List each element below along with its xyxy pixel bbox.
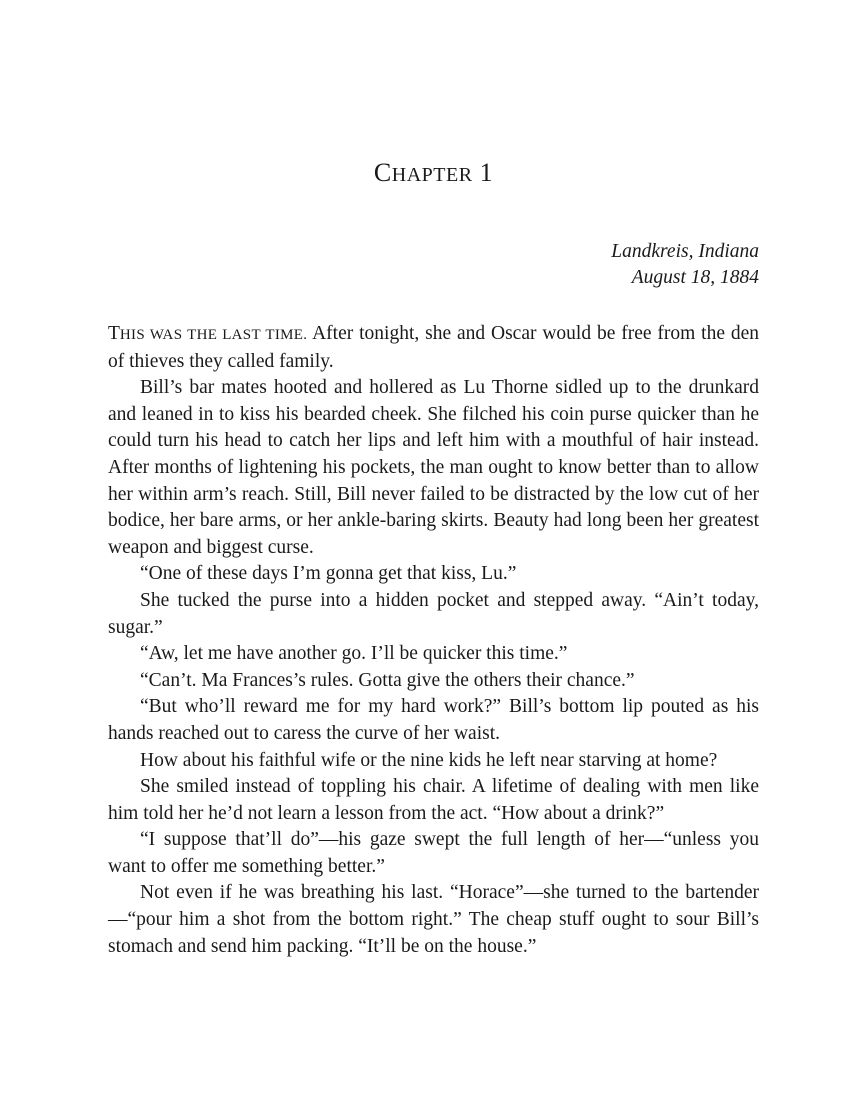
opening-initial: T (108, 323, 120, 344)
opening-smallcaps: HIS WAS THE LAST TIME. (119, 327, 308, 343)
chapter-body (108, 321, 759, 960)
paragraph: Not even if he was breathing his last. “Horace”—she turned to the bartender—“pour him a shot from the bottom right.” The cheap stuff ought to sour Bill’s stomach and send him packing. “It’ll be on the house.” (108, 882, 759, 957)
chapter-word-rest: HAPTER (391, 164, 473, 186)
paragraph: She tucked the purse into a hidden pocket and stepped away. “Ain’t today, sugar.” (108, 589, 759, 638)
paragraph: “But who’ll reward me for my hard work?” Bill’s bottom lip pouted as his hands reached out to caress the curve of her waist. (108, 696, 759, 744)
dateline (611, 239, 759, 291)
paragraph-opening (108, 321, 759, 375)
paragraph: She smiled instead of toppling his chair. A lifetime of dealing with men like him told her he’d not learn a lesson from the act. “How about a drink?” (108, 776, 759, 824)
dateline-place: Landkreis, Indiana (611, 241, 759, 262)
dateline-date: August 18, 1884 (631, 267, 759, 288)
paragraph: “Can’t. Ma Frances’s rules. Gotta give the others their chance.” (140, 669, 635, 691)
chapter-title (108, 158, 759, 188)
chapter-initial: C (373, 158, 392, 187)
paragraph: How about his faithful wife or the nine kids he left near starving at home? (140, 749, 718, 771)
paragraph: “Aw, let me have another go. I’ll be quicker this time.” (140, 643, 568, 665)
paragraph: “One of these days I’m gonna get that kiss, Lu.” (140, 563, 517, 585)
chapter-number: 1 (479, 158, 494, 187)
opening-text: After tonight, she and Oscar would be free from the den of thieves they called family. (108, 323, 759, 372)
paragraph: Bill’s bar mates hooted and hollered as Lu Thorne sidled up to the drunkard and leaned in to kiss his bearded cheek. She filched his coin purse quicker than he could turn his head to catch her lips and left him with a mouthful of hair instead. After months of lightening his pockets, the man ought to know better than to allow her within arm’s reach. Still, Bill never failed to be distracted by the low cut of her bodice, her bare arms, or her ankle-baring skirts. Beauty had long been her greatest weapon and biggest curse. (108, 377, 759, 558)
paragraph: “I suppose that’ll do”—his gaze swept the full length of her—“unless you want to offer me something better.” (108, 829, 759, 877)
